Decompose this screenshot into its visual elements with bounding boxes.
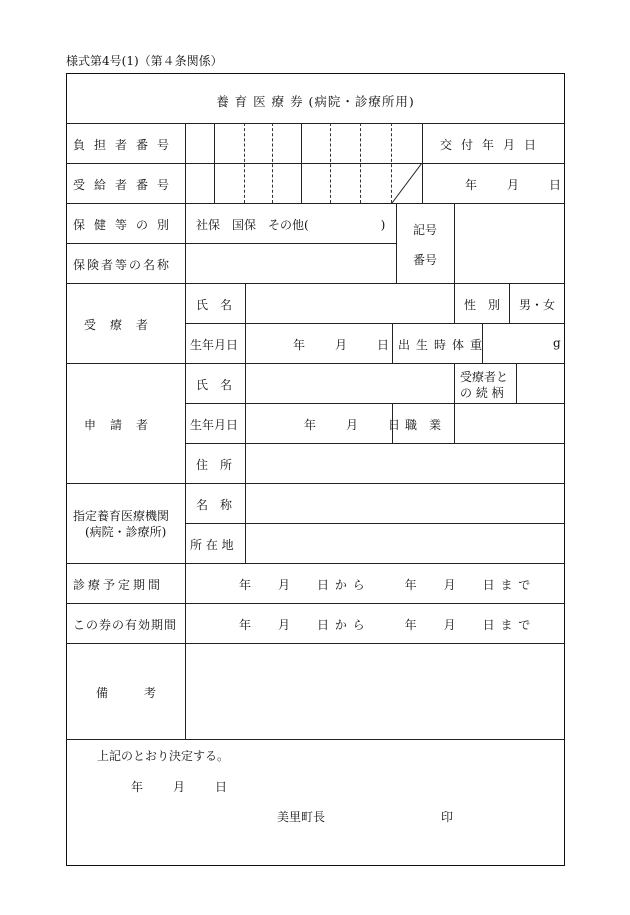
number-label: 番号 — [413, 253, 438, 267]
payer-number-label: 負担者番号 — [73, 138, 179, 152]
institution-name-label: 名 称 — [196, 498, 233, 512]
column-divider — [516, 363, 517, 403]
row-divider — [66, 603, 565, 604]
occupation-label: 職 業 — [405, 418, 442, 432]
issue-date-value: 年 月 日 — [465, 178, 564, 192]
relation-label-1: 受療者と — [460, 370, 509, 384]
column-divider — [185, 123, 186, 739]
applicant-name-label: 氏 名 — [196, 378, 233, 392]
row-divider — [66, 163, 565, 164]
row-divider — [66, 243, 396, 244]
applicant-birth-label: 生年月日 — [190, 418, 239, 432]
decision-date: 年 月 日 — [131, 780, 230, 794]
institution-section-label: 指定養育医療機関 — [73, 509, 170, 523]
row-divider — [185, 403, 565, 404]
patient-birth-label: 生年月日 — [190, 338, 239, 352]
decision-text: 上記のとおり決定する。 — [97, 749, 230, 763]
column-divider — [396, 203, 397, 283]
birth-weight-label: 出生時体重 — [398, 338, 489, 352]
column-divider — [454, 203, 455, 283]
digit-divider — [330, 123, 331, 203]
treatment-period-label: 診療予定期間 — [73, 578, 164, 592]
issue-date-label: 交付年月日 — [440, 138, 546, 152]
relation-label-2: の 続 柄 — [460, 386, 504, 400]
row-divider — [66, 283, 565, 284]
row-divider — [185, 323, 565, 324]
institution-location-label: 所 在 地 — [190, 538, 234, 552]
patient-sex-options: 男・女 — [519, 298, 556, 312]
row-divider — [185, 523, 565, 524]
recipient-number-label: 受給者番号 — [73, 178, 179, 192]
patient-birth-value: 年 月 日 — [293, 338, 392, 352]
column-divider — [214, 123, 215, 203]
diagonal-slash — [391, 163, 423, 203]
applicant-birth-value: 年 月 日 — [304, 418, 403, 432]
row-divider — [66, 739, 565, 740]
treatment-period-value: 年 月 日 か ら 年 月 日 ま で — [239, 578, 532, 592]
digit-divider — [360, 123, 361, 203]
row-divider — [66, 483, 565, 484]
row-divider — [66, 203, 565, 204]
row-divider — [66, 363, 565, 364]
row-divider — [66, 123, 565, 124]
form-code: 様式第4号(1)（第４条関係） — [66, 54, 223, 68]
insurance-type-options: 社保 国保 その他( ) — [196, 218, 386, 232]
weight-unit: g — [553, 336, 561, 350]
applicant-section-label: 申請者 — [84, 418, 163, 432]
patient-section-label: 受療者 — [84, 318, 163, 332]
digit-divider — [272, 123, 273, 203]
institution-section-sub: (病院・診療所) — [85, 525, 167, 539]
mayor-title: 美里町長 — [277, 810, 326, 824]
patient-name-label: 氏 名 — [196, 298, 233, 312]
row-divider — [185, 443, 565, 444]
column-divider — [301, 123, 302, 203]
row-divider — [66, 643, 565, 644]
validity-period-value: 年 月 日 か ら 年 月 日 ま で — [239, 618, 532, 632]
column-divider — [454, 283, 455, 323]
row-divider — [66, 563, 565, 564]
seal-mark: 印 — [441, 810, 454, 824]
insurer-name-label: 保険者等の名称 — [73, 258, 172, 272]
address-label: 住 所 — [196, 458, 233, 472]
patient-sex-label: 性 別 — [464, 298, 501, 312]
symbol-label: 記号 — [413, 223, 438, 237]
validity-period-label: この券の有効期間 — [73, 618, 178, 632]
remarks-label: 備 考 — [96, 686, 157, 700]
column-divider — [245, 283, 246, 563]
insurance-type-label: 保健等の別 — [73, 218, 179, 232]
digit-divider — [244, 123, 245, 203]
column-divider — [509, 283, 510, 323]
column-divider — [454, 363, 455, 403]
form-title: 養 育 医 療 券 (病院・診療所用) — [216, 94, 415, 109]
column-divider — [392, 323, 393, 363]
column-divider — [454, 403, 455, 443]
